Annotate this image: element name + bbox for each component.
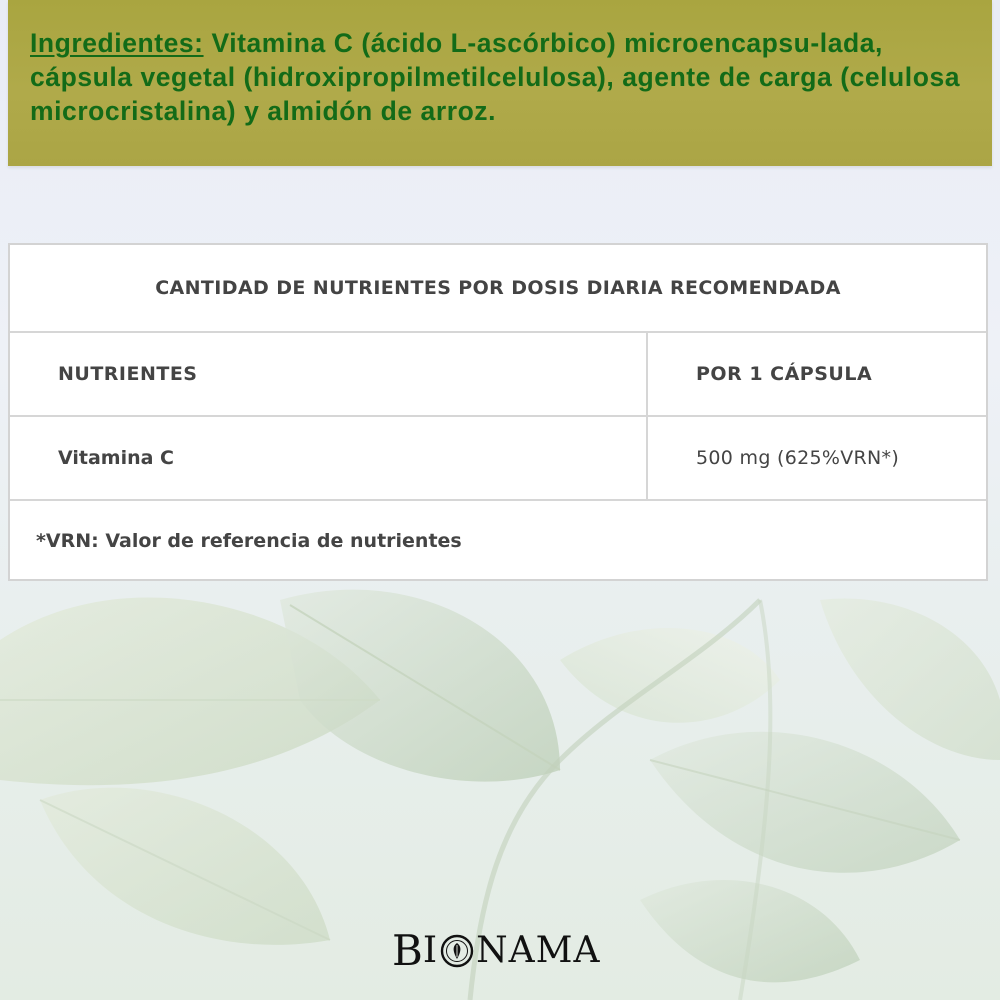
nutrition-table-title: CANTIDAD DE NUTRIENTES POR DOSIS DIARIA RECOMENDADA xyxy=(155,277,841,299)
nutrient-amount: 500 mg (625%VRN*) xyxy=(696,447,900,469)
ingredients-list: Vitamina C (ácido L-ascórbico) microencapsu-lada, cápsula vegetal (hidroxipropilmetilcelulosa), agente de carga (celulosa microcristalina) y almidón de arroz. xyxy=(30,28,961,126)
ingredients-paragraph xyxy=(30,26,985,128)
table-row xyxy=(10,417,986,501)
nutrition-table xyxy=(8,243,988,581)
nutrient-name: Vitamina C xyxy=(10,417,648,499)
logo-letter-b: B xyxy=(392,926,423,975)
logo-seal-icon xyxy=(440,934,474,968)
logo-wordmark xyxy=(422,930,601,971)
vrn-footnote: *VRN: Valor de referencia de nutrientes xyxy=(36,530,462,552)
nutrition-table-title-row xyxy=(10,245,986,333)
logo-letters-before-seal: I xyxy=(422,930,439,971)
nutrition-table-header-row xyxy=(10,333,986,417)
ingredients-label: Ingredientes: xyxy=(30,28,204,58)
per-capsule-column-header: POR 1 CÁPSULA xyxy=(696,363,873,385)
logo-letters-after-seal: NAMA xyxy=(476,930,601,971)
ingredients-banner xyxy=(8,0,992,166)
nutrients-column-header: NUTRIENTES xyxy=(10,333,648,415)
nutrition-table-footnote-row xyxy=(10,501,986,581)
bionama-logo xyxy=(392,925,607,977)
